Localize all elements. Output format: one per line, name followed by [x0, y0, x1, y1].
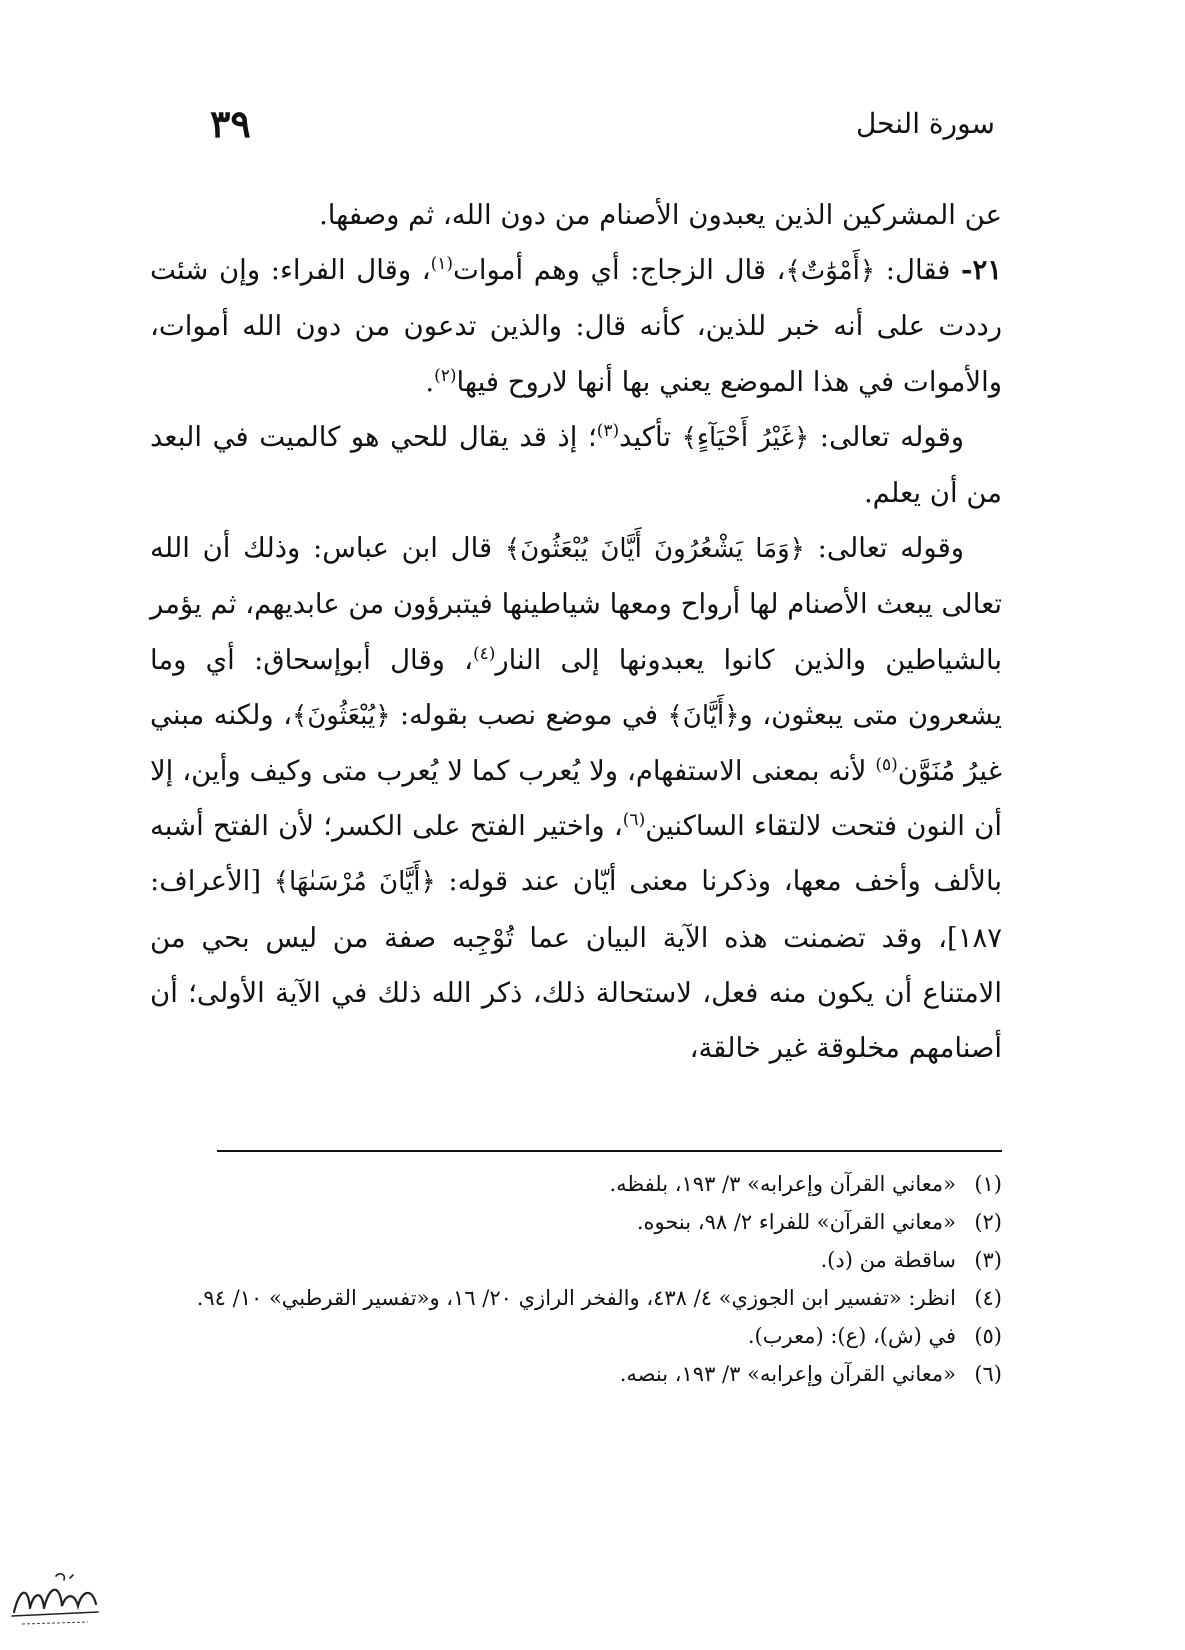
footnote [150, 1355, 1002, 1393]
footnote [150, 1317, 1002, 1355]
footnote-ref[interactable]: (٣) [596, 420, 620, 441]
paragraph-text: [الأعراف: ١٨٧]، وقد تضمنت هذه الآية البيان عما تُوْجِبه صفة من ليس بحي من الامتناع أن يكون منه فعل، لاستحالة ذلك، ذكر الله ذلك في الآية الأولى؛ أن أصنامهم مخلوقة غير خالقة، [150, 865, 1002, 1065]
paragraph-text: في موضع نصب بقوله: [390, 698, 668, 731]
footnote [150, 1241, 1002, 1279]
footnote [150, 1203, 1002, 1241]
seal-calligraphy-icon [8, 1568, 103, 1630]
paragraph-text: . [425, 365, 435, 398]
footnote-ref[interactable]: (١) [430, 254, 454, 275]
paragraph-2 [150, 243, 1002, 410]
footnote-number: (١) [974, 1172, 1002, 1196]
paragraph-1: عن المشركين الذين يعبدون الأصنام من دون الله، ثم وصفها. [319, 199, 1002, 231]
page-header [210, 98, 995, 148]
quran-quote: ﴿وَمَا يَشْعُرُونَ أَيَّانَ يُبْعَثُونَ﴾ [504, 534, 805, 565]
main-text [150, 188, 1002, 1076]
quran-quote: ﴿يُبْعَثُونَ﴾ [291, 700, 391, 731]
quran-quote: ﴿غَيْرُ أَحْيَآءٍ﴾ [681, 422, 810, 453]
footnote-number: (٥) [974, 1324, 1002, 1348]
paragraph-text: وقوله تعالى: [809, 420, 964, 453]
page-number: ٣٩ [210, 100, 251, 146]
paragraph-text: ، وقال أبوإسحاق: أي وما يشعرون متى يبعثون، و [150, 643, 1002, 731]
footnote-ref[interactable]: (٥) [875, 754, 898, 775]
footnote-number: (٦) [974, 1362, 1002, 1386]
publisher-seal-logo [8, 1568, 103, 1630]
paragraph-text: ؛ إذ قد يقال للحي هو كالميت في البعد من أن يعلم. [150, 420, 1002, 510]
paragraph-4 [150, 521, 1002, 1076]
footnote-divider [217, 1150, 1002, 1152]
footnote-ref[interactable]: (٢) [434, 365, 457, 386]
surah-title: سورة النحل [855, 106, 995, 140]
verse-number: ٢١- [961, 254, 1003, 287]
paragraph-text: فقال: [875, 254, 962, 287]
paragraph-text: وقوله تعالى: [804, 532, 964, 565]
footnote-number: (٣) [974, 1248, 1002, 1272]
footnote-number: (٢) [974, 1210, 1002, 1234]
footnote-text: «معاني القرآن وإعرابه» ٣/ ١٩٣، بلفظه. [609, 1172, 956, 1196]
footnote-text: «معاني القرآن وإعرابه» ٣/ ١٩٣، بنصه. [619, 1362, 956, 1386]
paragraph-text: ، واختير الفتح على الكسر؛ لأن الفتح أشبه بالألف وأخف معها، وذكرنا معنى أيّان عند قوله: [150, 810, 1002, 898]
footnote [150, 1279, 1002, 1317]
footnote [150, 1165, 1002, 1203]
footnote-ref[interactable]: (٤) [472, 643, 496, 664]
footnote-ref[interactable]: (٦) [622, 810, 646, 831]
footnote-text: في (ش)، (ع): (معرب). [747, 1324, 956, 1348]
footnote-text: ساقطة من (د). [820, 1248, 956, 1272]
footnote-text: «معاني القرآن» للفراء ٢/ ٩٨، بنحوه. [636, 1210, 956, 1234]
paragraph-text: قال ابن عباس: وذلك أن الله تعالى يبعث الأصنام لها أرواح ومعها شياطينها فيتبرؤون من عابديهم، ثم يؤمر بالشياطين والذين كانوا يعبدونها إلى النار [150, 532, 1002, 676]
paragraph-text: تأكيد [619, 420, 682, 453]
quran-quote: ﴿أَيَّانَ مُرْسَىٰهَا﴾ [273, 867, 436, 898]
paragraph-3 [150, 410, 1002, 521]
paragraph-text: ، قال الزجاج: أي وهم أموات [453, 254, 786, 287]
paragraph-text: ، ولكنه مبني غيرُ مُنَوَّن [150, 698, 1002, 788]
quran-quote: ﴿أَيَّانَ﴾ [667, 700, 740, 731]
footnote-text: انظر: «تفسير ابن الجوزي» ٤/ ٤٣٨، والفخر الرازي ٢٠/ ١٦، و«تفسير القرطبي» ١٠/ ٩٤. [196, 1286, 956, 1310]
footnote-number: (٤) [974, 1286, 1002, 1310]
footnotes [150, 1165, 1002, 1393]
paragraph-text: لأنه بمعنى الاستفهام، ولا يُعرب كما لا يُعرب متى وكيف وأين، إلا أن النون فتحت لالتقاء الساكنين [150, 755, 1002, 843]
paragraph-text: ، وقال الفراء: وإن شئت رددت على أنه خبر للذين، كأنه قال: والذين تدعون من دون الله أموات، والأموات في هذا الموضع يعني بها أنها لاروح فيها [150, 254, 1002, 398]
quran-quote: ﴿أَمْوَٰتٌ﴾ [785, 256, 876, 287]
